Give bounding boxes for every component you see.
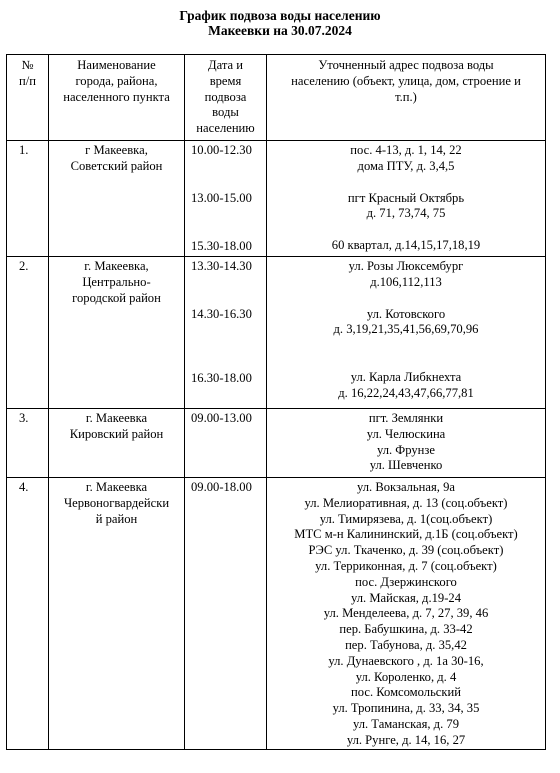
- district-name-line: г. Макеевка: [85, 480, 148, 494]
- table-row: [7, 257, 546, 409]
- time-slot: 13.30-14.30: [191, 259, 252, 273]
- address-line: МТС м-н Калининский, д.1Б (соц.объект): [294, 527, 518, 542]
- address-line: пгт Красный Октябрь: [347, 190, 465, 205]
- district-name-line: й район: [95, 511, 138, 526]
- table-header-row: [7, 55, 546, 141]
- address-line: 60 квартал, д.14,15,17,18,19: [331, 238, 481, 253]
- district-name-line: Червоногвардейски: [63, 495, 170, 510]
- address-line: д. 16,22,24,43,47,66,77,81: [338, 385, 474, 400]
- row-number: 2.: [7, 257, 49, 409]
- header-time-line: населению: [196, 121, 255, 136]
- header-num: [7, 55, 49, 141]
- delivery-addresses: [267, 409, 546, 478]
- district-name-line: Советский район: [70, 158, 163, 173]
- address-line: ул. Терриконная, д. 7 (соц.объект): [315, 558, 497, 573]
- address-line: д. 71, 73,74, 75: [366, 206, 446, 221]
- district-name: [49, 257, 185, 409]
- district-name: [49, 478, 185, 750]
- address-line: ул. Мелиоративная, д. 13 (соц.объект): [304, 495, 508, 510]
- district-name-line: г. Макеевка: [85, 411, 148, 425]
- district-name-line: Центрально-: [82, 274, 151, 289]
- address-line: ул. Тимирязева, д. 1(соц.объект): [319, 511, 493, 526]
- table-row: [7, 409, 546, 478]
- document-title: [0, 0, 560, 36]
- address-line: пос. Комсомольский: [351, 685, 461, 700]
- address-line: ул. Короленко, д. 4: [355, 669, 457, 684]
- address-line: ул. Розы Люксембург: [348, 259, 464, 273]
- row-number: 1.: [7, 141, 49, 257]
- header-name-line: Наименование: [77, 58, 156, 72]
- address-line: ул. Шевченко: [369, 458, 443, 473]
- address-line: ул. Рунге, д. 14, 16, 27: [346, 732, 466, 747]
- header-name: [49, 55, 185, 141]
- time-slot: 09.00-18.00: [191, 480, 252, 494]
- header-address-line: т.п.): [395, 89, 417, 104]
- time-slot: 14.30-16.30: [191, 306, 252, 321]
- address-line: ул. Вокзальная, 9а: [357, 480, 455, 494]
- time-slot: 16.30-18.00: [191, 370, 252, 385]
- header-name-line: города, района,: [75, 73, 158, 88]
- delivery-times: [185, 478, 267, 750]
- delivery-addresses: [267, 257, 546, 409]
- header-time-line: воды: [212, 105, 239, 120]
- district-name-line: г Макеевка,: [85, 143, 148, 157]
- address-line: ул. Таманская, д. 79: [352, 716, 459, 731]
- header-num-line: п/п: [19, 73, 36, 88]
- title-line-2: Макеевки на 30.07.2024: [208, 23, 352, 38]
- header-address-line: населению (объект, улица, дом, строение и: [291, 73, 521, 88]
- row-number: 4.: [7, 478, 49, 750]
- address-line: ул. Карла Либкнехта: [350, 370, 462, 385]
- row-number: 3.: [7, 409, 49, 478]
- address-line: ул. Майская, д.19-24: [351, 590, 461, 605]
- address-line: ул. Фрунзе: [376, 442, 435, 457]
- district-name: [49, 141, 185, 257]
- time-slot: 10.00-12.30: [191, 143, 252, 157]
- time-slot: 15.30-18.00: [191, 238, 252, 253]
- address-line: пос. Дзержинского: [355, 574, 457, 589]
- header-address-line: Уточненный адрес подвоза воды: [318, 58, 494, 72]
- table-row: [7, 141, 546, 257]
- address-line: дома ПТУ, д. 3,4,5: [357, 158, 455, 173]
- header-num-line: №: [21, 58, 34, 72]
- district-name: [49, 409, 185, 478]
- address-line: пер. Бабушкина, д. 33-42: [339, 622, 473, 637]
- time-slot: 13.00-15.00: [191, 190, 252, 205]
- district-name-line: г. Макеевка,: [84, 259, 149, 273]
- delivery-addresses: [267, 141, 546, 257]
- delivery-addresses: [267, 478, 546, 750]
- address-line: ул. Челюскина: [366, 426, 446, 441]
- address-line: пгт. Землянки: [368, 411, 444, 425]
- address-line: д.106,112,113: [370, 274, 442, 289]
- address-line: пос. 4-13, д. 1, 14, 22: [350, 143, 462, 157]
- district-name-line: Кировский район: [69, 426, 164, 441]
- address-line: пер. Табунова, д. 35,42: [345, 637, 467, 652]
- header-address: [267, 55, 546, 141]
- address-line: ул. Дунаевского , д. 1а 30-16,: [328, 653, 484, 668]
- delivery-times: [185, 409, 267, 478]
- header-time-line: время: [209, 73, 242, 88]
- district-name-line: городской район: [72, 290, 161, 305]
- address-line: ул. Менделеева, д. 7, 27, 39, 46: [323, 606, 489, 621]
- address-line: д. 3,19,21,35,41,56,69,70,96: [333, 322, 479, 337]
- address-line: ул. Котовского: [366, 306, 446, 321]
- header-time-line: подвоза: [204, 89, 247, 104]
- schedule-table: [6, 54, 546, 750]
- header-time: [185, 55, 267, 141]
- time-slot: 09.00-13.00: [191, 411, 252, 425]
- address-line: ул. Тропинина, д. 33, 34, 35: [332, 701, 480, 716]
- header-name-line: населенного пункта: [63, 89, 170, 104]
- address-line: РЭС ул. Ткаченко, д. 39 (соц.объект): [308, 543, 504, 558]
- table-row: [7, 478, 546, 750]
- header-time-line: Дата и: [208, 58, 243, 72]
- delivery-times: [185, 257, 267, 409]
- title-line-1: График подвоза воды населению: [179, 8, 381, 23]
- delivery-times: [185, 141, 267, 257]
